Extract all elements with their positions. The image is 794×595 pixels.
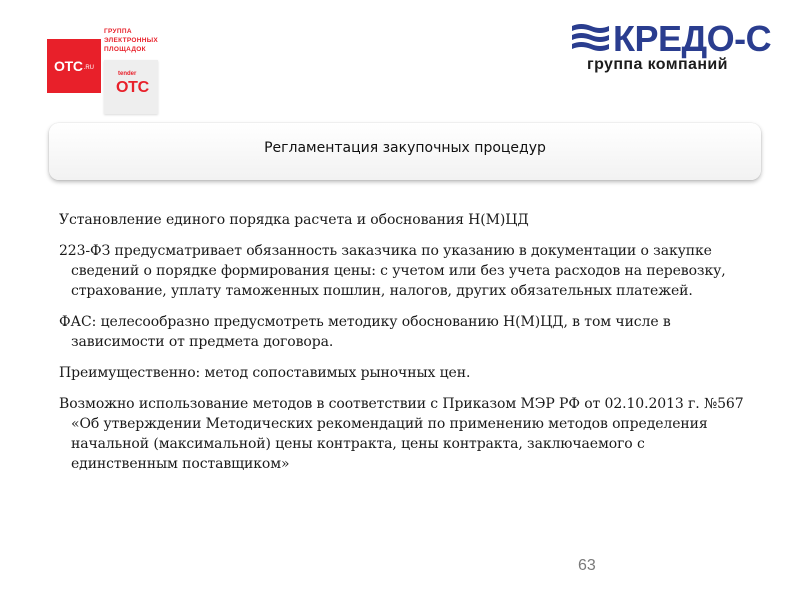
otc-logo-text: OTC [54,58,83,74]
slide-body [59,210,749,485]
tender-otc-text: OTC [116,79,149,96]
tender-label: tender [118,71,137,77]
title-panel [49,123,761,180]
otc-group-line: ГРУППА [104,28,132,35]
page-title: Регламентация закупочных процедур [264,140,546,156]
otc-logo [47,39,101,93]
page-number: 63 [578,557,596,574]
otc-group-line: ПЛОЩАДОК [104,46,146,53]
body-paragraph: 223-ФЗ предусматривает обязанность заказчика по указанию в документации о закупке сведений о порядке формирования цены: с учетом или без учета расходов на перевозку, страхование, уплату таможенных пошлин, налогов, других обязательных платежей. [59,243,726,299]
body-paragraph: Установление единого порядка расчета и обоснования Н(М)ЦД [59,212,529,228]
otc-group-line: ЭЛЕКТРОННЫХ [104,37,159,44]
kredo-subtitle: группа компаний [587,56,728,73]
otc-group-caption [104,27,158,54]
body-paragraph: ФАС: целесообразно предусмотреть методику обоснованию Н(М)ЦД, в том числе в зависимости от предмета договора. [59,314,671,350]
kredo-name: КРЕДО-С [613,20,772,59]
tender-otc-logo [104,60,158,114]
otc-logo-suffix: .RU [83,64,94,71]
body-paragraph: Преимущественно: метод сопоставимых рыночных цен. [59,365,471,381]
body-paragraph: Возможно использование методов в соответствии с Приказом МЭР РФ от 02.10.2013 г. №567 «Об утверждении Методических рекомендаций по применению методов определения начальной (максимальной) цены контракта, цены контракта, заключаемого с единственным поставщиком» [59,396,744,472]
kredo-wave-icon [572,24,609,51]
